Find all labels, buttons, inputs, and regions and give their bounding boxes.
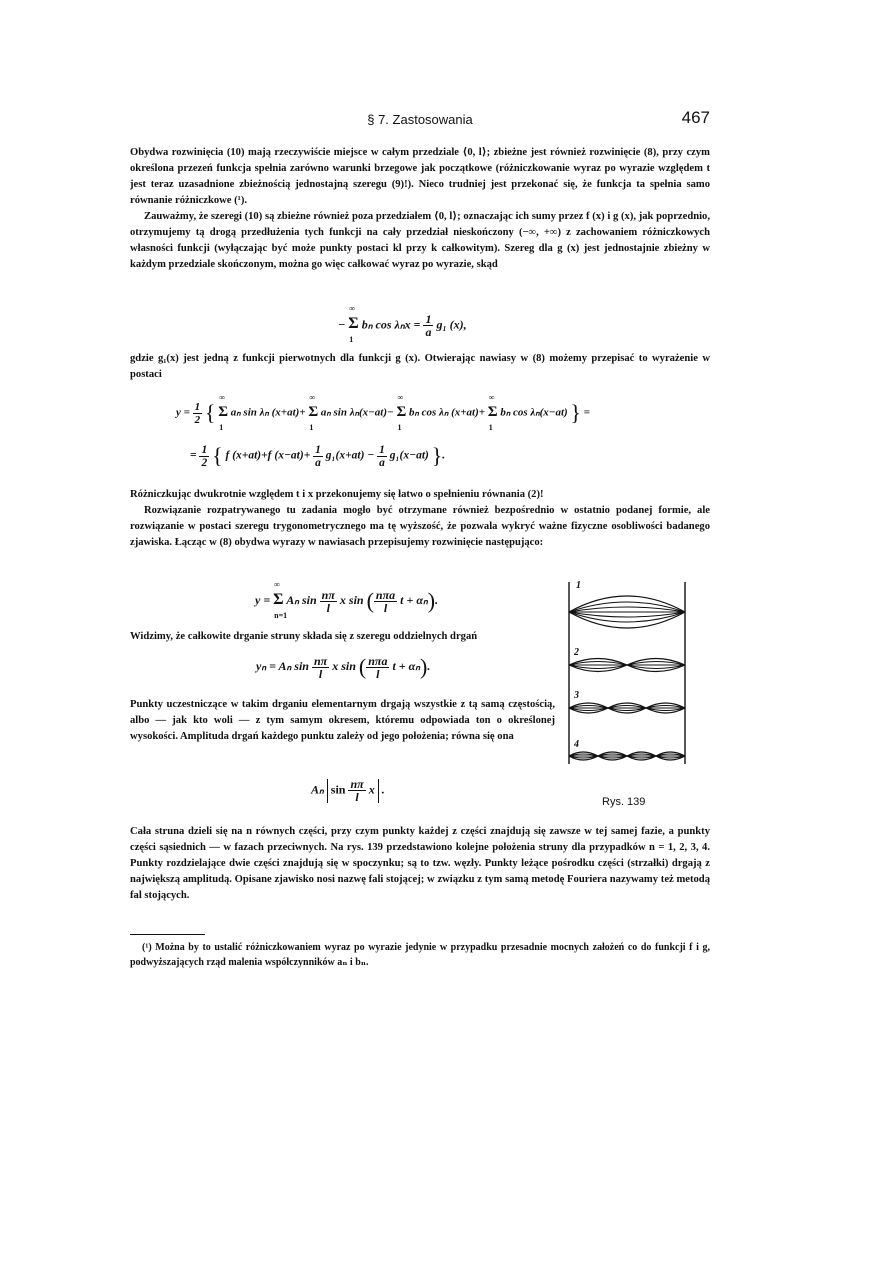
mode-3-envelope [569,703,685,713]
mode-1-envelope [569,596,685,628]
mode-label-4: 4 [574,739,579,750]
paragraph-extension: Zauważmy, że szeregi (10) są zbieżne również poza przedziałem ⟨0, l⟩; oznaczając ich sumy przez f (x) i g (x), jak poprzednio, otrzymujemy tą drogą przedłużenia tych funkcji na cały przedział nieskończony (−∞, +∞) z zachowaniem różniczkowych własności funkcji (wyłączając być może punkty postaci kl przy k całkowitym). Szereg dla g (x) jest jednostajnie zbieżny w każdym przedziale skończonym, można go więc całkować wyraz po wyrazie, skąd [130,211,710,270]
mode-2-envelope [569,659,685,672]
paragraph-same-frequency: Punkty uczestniczące w takim drganiu elementarnym drgają wszystkie z tą samą częstością, albo — jak kto woli — z tym samym okresem, któremu odpowiada ton o określonej wysokości. Amplituda drgań każdego punktu zależy od jego położenia; równa się ona [130,699,555,742]
paragraph-standing-waves: Cała struna dzieli się na n równych części, przy czym punkty każdej z części znajdują się zawsze w tej samej fazie, a punkty części sąsiednich — w fazach przeciwnych. Na rys. 139 przedstawiono kolejne położenia struny dla przypadków n = 1, 2, 3, 4. Punkty rozdzielające dwie części znajdują się w spoczynku; są to tzw. węzły. Punkty leżące pośrodku części (strzałki) drgają z największą amplitudą. Opisane zjawisko nosi nazwę fali stojącej; w związku z tym samą metodę Fouriera nazywamy też metodą fal stojących. [130,826,710,901]
mode-label-2: 2 [574,647,579,658]
standing-wave-diagram [568,582,690,794]
mode-label-3: 3 [574,690,579,701]
section-title: § 7. Zastosowania [367,112,473,127]
mode-label-1: 1 [576,580,581,591]
paragraph-convergence: Obydwa rozwinięcia (10) mają rzeczywiście miejsce w całym przedziale ⟨0, l⟩; zbieżne jest również rozwinięcie (8), przy czym określona przezeń funkcja spełnia zarówno warunki brzegowe jak początkowe (różniczkowanie wyraz po wyrazie względem t jest teraz uzasadnione zbieżnością jednostajną szeregu (9)!). Nieco trudniej jest przekonać się, że funkcja ta spełnia samo równanie różniczkowe (¹). [130,147,710,206]
paragraph-differentiating: Różniczkując dwukrotnie względem t i x przekonujemy się łatwo o spełnieniu równania (2)! [130,489,544,500]
mode-4-envelope [569,752,685,760]
equation-amplitude: Aₙ sin $\frac{n\pi}{l}$ x . [311,777,385,804]
footnote: (¹) Można by to ustalić różniczkowaniem wyraz po wyrazie jedynie w przypadku przesadnie mocnych założeń co do funkcji f i g, podwyższających rząd malenia współczynników aₙ i bₙ. [130,942,710,968]
equation-dalembert-form: = $\frac{1}{2}$ { f (x+at)+f (x−at)+ $\frac{1}{a}$ g₁(x+at) − $\frac{1}{a}$ g₁(x−at) }. [190,443,446,469]
paragraph-separate-vibrations: Widzimy, że całkowite drganie struny składa się z szeregu oddzielnych drgań [130,631,478,642]
page-number: 467 [681,108,710,127]
paragraph-open-brackets: gdzie g₁(x) jest jedną z funkcji pierwotnych dla funkcji g (x). Otwierając nawiasy w (8) możemy przepisać to wyrażenie w postaci [130,353,710,380]
page-header [130,108,710,132]
sum-symbol: ∞ Σ 1 [348,304,359,345]
equation-expanded-series: y = $\frac{1}{2}$ { ∞ Σ 1 aₙ sin λₙ (x+at)+ ∞ Σ 1 aₙ sin λₙ(x−at)− ∞ Σ 1 bₙ cos λₙ (x+at)+ ∞ Σ 1 bₙ cos λₙ(x−at) } = [176,392,591,432]
standing-wave-figure [568,582,690,814]
equation-integrated-series: − ∞ Σ 1 bₙ cos λₙx = $\frac{1}{a}$ g₁ (x), [338,304,467,345]
equation-elementary-vibration: yₙ = Aₙ sin $\frac{n\pi}{l}$ x sin ( $\frac{\text{nπa}}{l}$ t + αₙ). [256,653,431,681]
footnote-rule [130,934,205,935]
paragraph-solution-form: Rozwiązanie rozpatrywanego tu zadania mogło być otrzymane również bezpośrednio w ostatnio podanej formie, ale rozwiązanie w postaci szeregu trygonometrycznego ma tę wyższość, że pozwala wykryć ważne fizyczne osobliwości badanego zjawiska. Łącząc w (8) obydwa wyrazy w nawiasach przepisujemy rozwinięcie następująco: [130,505,710,548]
figure-caption: Rys. 139 [602,796,646,808]
equation-standing-series: y = ∞ Σ n=1 Aₙ sin $\frac{n\pi}{l}$ x sin ( $\frac{\text{nπa}}{l}$ t + αₙ). [255,579,439,620]
fraction: $\frac{1}{a}$ [425,312,432,339]
